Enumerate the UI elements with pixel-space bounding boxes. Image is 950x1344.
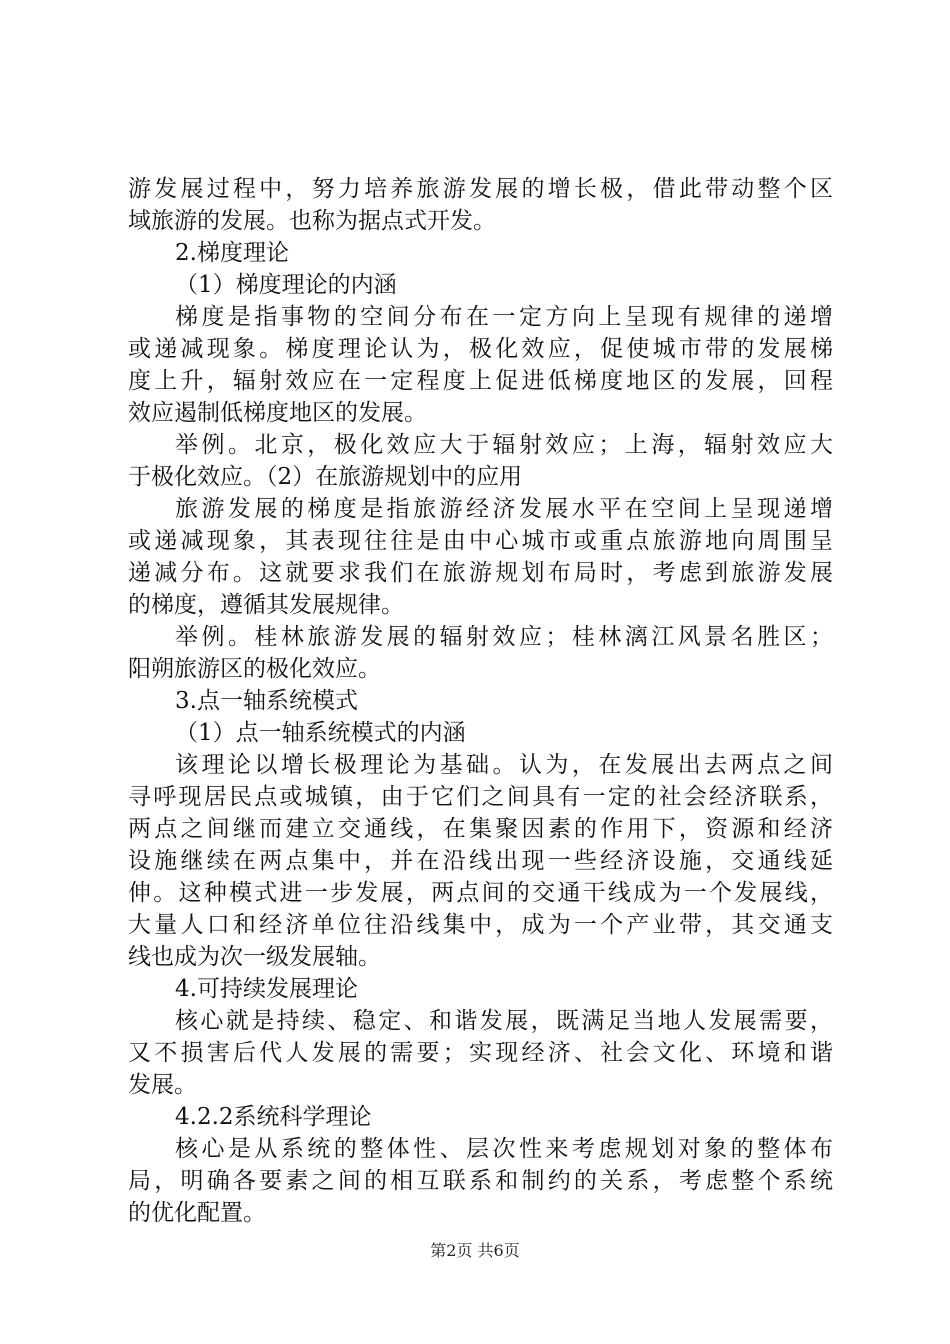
paragraph-line: 效应遏制低梯度地区的发展。: [128, 400, 427, 426]
section-heading: 2.梯度理论: [175, 240, 289, 266]
paragraph-line: 或递减现象。梯度理论认为，极化效应，促使城市带的发展梯: [128, 336, 833, 362]
paragraph-line: 该理论以增长极理论为基础。认为，在发展出去两点之间: [175, 752, 833, 778]
paragraph-line: 举例。北京，极化效应大于辐射效应；上海，辐射效应大: [175, 432, 833, 458]
section-heading: 4.2.2系统科学理论: [175, 1104, 372, 1130]
paragraph-line: 的梯度，遵循其发展规律。: [128, 592, 404, 618]
paragraph-line: 核心是从系统的整体性、层次性来考虑规划对象的整体布: [175, 1136, 833, 1162]
paragraph-line: 或递减现象，其表现往往是由中心城市或重点旅游地向周围呈: [128, 528, 833, 554]
paragraph-line: 线也成为次一级发展轴。: [128, 944, 381, 970]
paragraph-line: 核心就是持续、稳定、和谐发展，既满足当地人发展需要，: [175, 1008, 833, 1034]
paragraph-line: 递减分布。这就要求我们在旅游规划布局时，考虑到旅游发展: [128, 560, 833, 586]
paragraph-line: 阳朔旅游区的极化效应。: [128, 656, 381, 682]
paragraph-line: 度上升，辐射效应在一定程度上促进低梯度地区的发展，回程: [128, 368, 833, 394]
document-body: [128, 173, 833, 1229]
paragraph-line: 又不损害后代人发展的需要；实现经济、社会文化、环境和谐: [128, 1040, 833, 1066]
paragraph-line: 大量人口和经济单位往沿线集中，成为一个产业带，其交通支: [128, 912, 833, 938]
subsection-heading: （1）梯度理论的内涵: [175, 272, 397, 298]
page-indicator: 第2页 共6页: [430, 1241, 520, 1260]
paragraph-line: 发展。: [128, 1072, 197, 1098]
paragraph-line: 于极化效应。（2）在旅游规划中的应用: [128, 464, 523, 490]
section-heading: 3.点一轴系统模式: [175, 688, 358, 714]
section-heading: 4.可持续发展理论: [175, 976, 358, 1002]
paragraph-line: 的优化配置。: [128, 1200, 266, 1226]
paragraph-line: 游发展过程中，努力培养旅游发展的增长极，借此带动整个区: [128, 176, 833, 202]
paragraph-line: 梯度是指事物的空间分布在一定方向上呈现有规律的递增: [175, 304, 833, 330]
paragraph-line: 旅游发展的梯度是指旅游经济发展水平在空间上呈现递增: [175, 496, 833, 522]
paragraph-line: 两点之间继而建立交通线，在集聚因素的作用下，资源和经济: [128, 816, 833, 842]
paragraph-line: 寻呼现居民点或城镇，由于它们之间具有一定的社会经济联系，: [128, 784, 833, 810]
paragraph-line: 局，明确各要素之间的相互联系和制约的关系，考虑整个系统: [128, 1168, 833, 1194]
paragraph-line: 域旅游的发展。也称为据点式开发。: [128, 208, 496, 234]
paragraph-line: 举例。桂林旅游发展的辐射效应；桂林漓江风景名胜区；: [175, 624, 833, 650]
subsection-heading: （1）点一轴系统模式的内涵: [175, 720, 466, 746]
paragraph-line: 设施继续在两点集中，并在沿线出现一些经济设施，交通线延: [128, 848, 833, 874]
paragraph-line: 伸。这种模式进一步发展，两点间的交通干线成为一个发展线，: [128, 880, 833, 906]
page-footer: [0, 1240, 950, 1262]
